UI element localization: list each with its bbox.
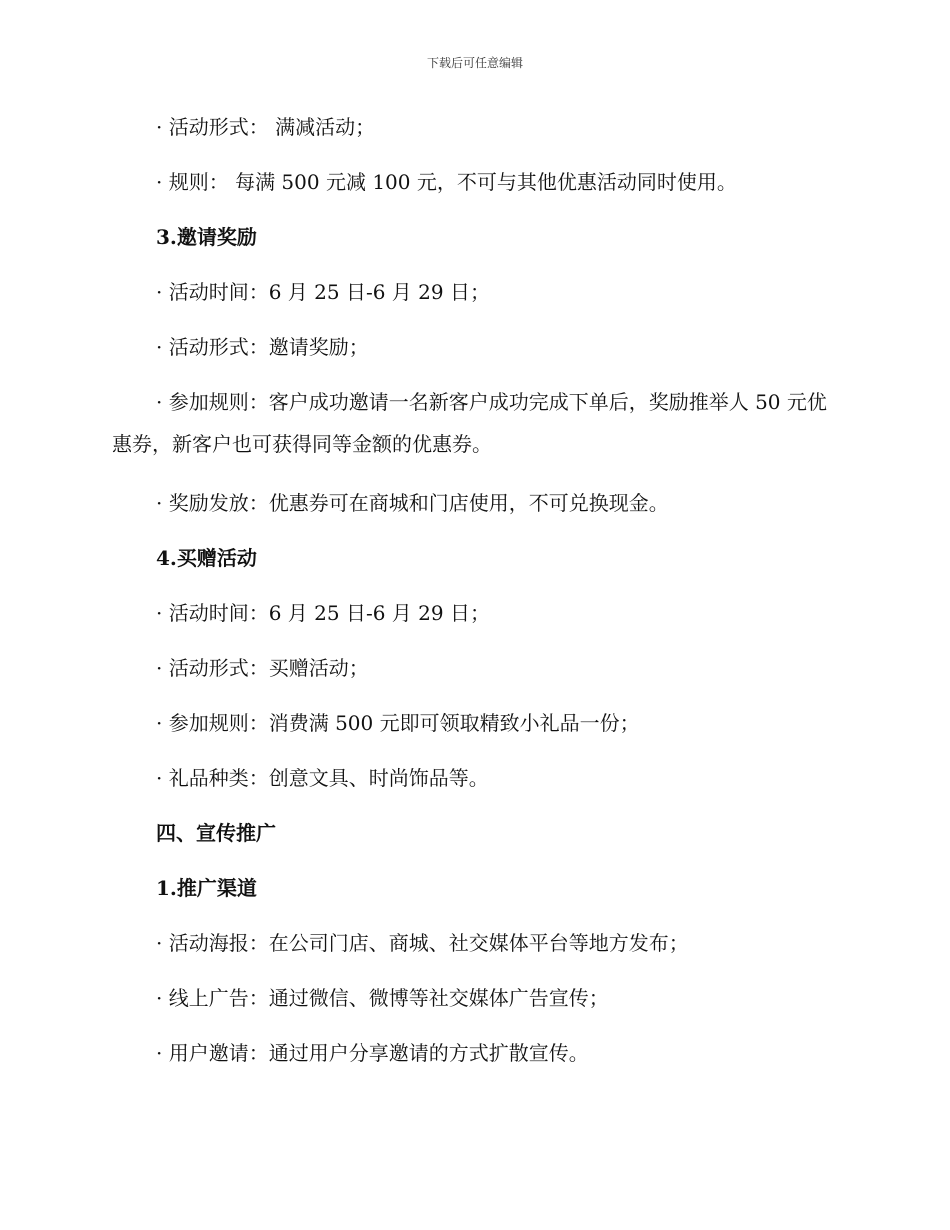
section-heading-promotion: 四、宣传推广	[156, 821, 276, 845]
list-item-invite-reward: · 奖励发放：优惠券可在商城和门店使用，不可兑换现金。	[156, 491, 669, 515]
list-item-online-ads: · 线上广告：通过微信、微博等社交媒体广告宣传；	[156, 986, 609, 1010]
list-item-invite-format: · 活动形式：邀请奖励；	[156, 335, 369, 359]
list-item-gift-rule: · 参加规则：消费满 500 元即可领取精致小礼品一份；	[156, 711, 640, 735]
list-item-poster: · 活动海报：在公司门店、商城、社交媒体平台等地方发布；	[156, 931, 689, 955]
list-item-gift-time: · 活动时间：6 月 25 日-6 月 29 日；	[156, 601, 490, 625]
list-item-invite-time: · 活动时间：6 月 25 日-6 月 29 日；	[156, 280, 490, 304]
list-item-rule: · 规则： 每满 500 元减 100 元，不可与其他优惠活动同时使用。	[156, 170, 737, 194]
page-header: 下载后可任意编辑	[426, 56, 523, 70]
list-item-format: · 活动形式： 满减活动；	[156, 115, 376, 139]
list-item-gift-format: · 活动形式：买赠活动；	[156, 656, 369, 680]
document-body	[112, 110, 832, 1091]
section-heading-channels: 1.推广渠道	[156, 876, 257, 900]
list-item-user-invite: · 用户邀请：通过用户分享邀请的方式扩散宣传。	[156, 1041, 589, 1065]
section-heading-invite: 3.邀请奖励	[156, 225, 257, 249]
section-heading-gift: 4.买赠活动	[156, 546, 257, 570]
list-item-invite-rule: · 参加规则：客户成功邀请一名新客户成功完成下单后，奖励推举人 50 元优惠券，新客户也可获得同等金额的优惠券。	[112, 390, 827, 456]
list-item-gift-type: · 礼品种类：创意文具、时尚饰品等。	[156, 766, 489, 790]
